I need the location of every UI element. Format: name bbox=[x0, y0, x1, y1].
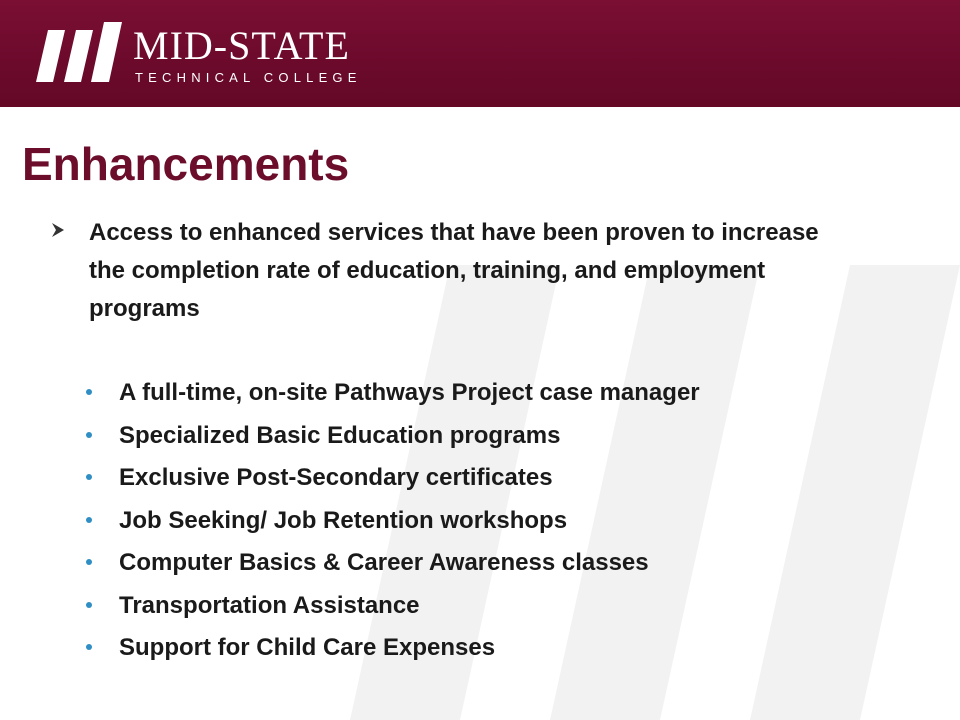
bullet-dot-icon bbox=[86, 474, 92, 480]
bullet-dot-icon bbox=[86, 432, 92, 438]
bullet-text: Specialized Basic Education programs bbox=[119, 421, 561, 449]
bullet-text: Support for Child Care Expenses bbox=[119, 634, 496, 661]
college-logo bbox=[36, 22, 386, 92]
bullet-text: Transportation Assistance bbox=[119, 591, 420, 619]
logo-subtitle: TECHNICAL COLLEGE bbox=[135, 70, 362, 85]
bullet-text: A full-time, on-site Pathways Project case manager bbox=[119, 379, 700, 406]
intro-text: Access to enhanced services that have been proven to increase the completion rate of education, training, and employment programs bbox=[89, 219, 819, 322]
header-banner bbox=[0, 0, 960, 107]
arrowhead-bullet-icon bbox=[52, 223, 64, 237]
bullet-dot-icon bbox=[86, 389, 92, 395]
bullet-text: Job Seeking/ Job Retention workshops bbox=[119, 506, 568, 534]
bullet-dot-icon bbox=[86, 602, 92, 608]
slanted-bars-logo-icon bbox=[36, 22, 126, 86]
bullet-dot-icon bbox=[86, 644, 92, 650]
bullet-text: Exclusive Post-Secondary certificates bbox=[119, 464, 553, 491]
bullet-dot-icon bbox=[86, 517, 92, 523]
logo-name: MID-STATE bbox=[133, 23, 350, 68]
slide-title: Enhancements bbox=[22, 138, 350, 190]
bullet-dot-icon bbox=[86, 559, 92, 565]
bullet-text: Computer Basics & Career Awareness classes bbox=[119, 549, 649, 576]
